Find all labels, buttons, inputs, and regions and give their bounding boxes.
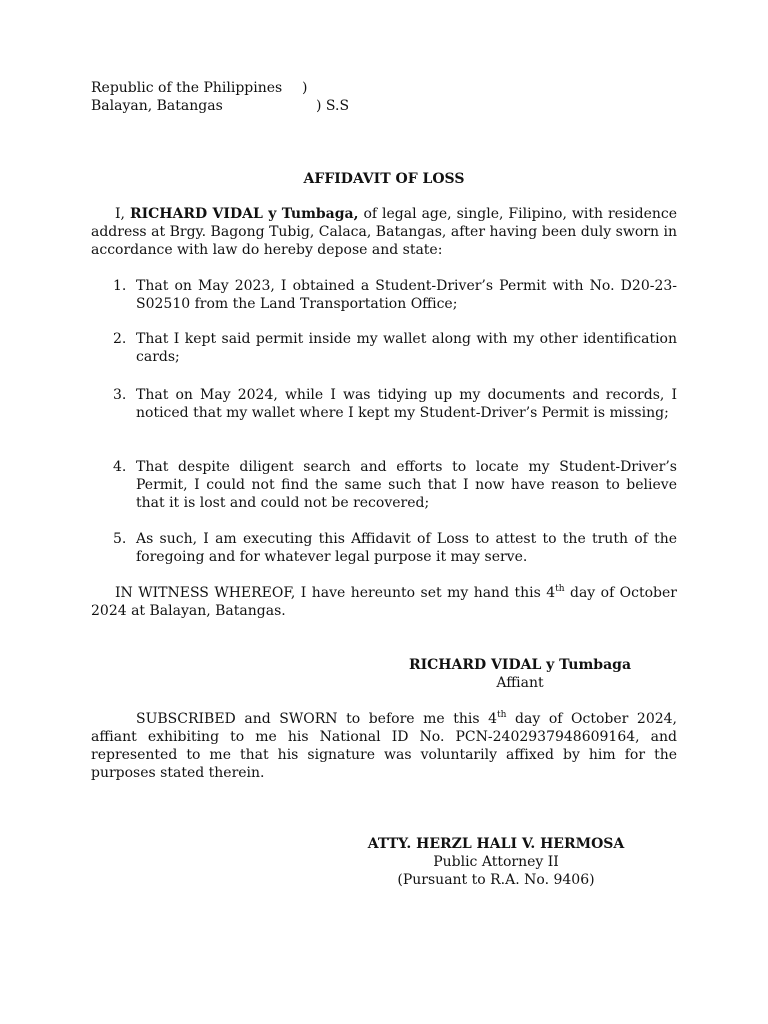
- item-text: As such, I am executing this Affidavit of Loss to attest to the truth of the foregoing and for whatever legal purpose it may serve.: [136, 531, 677, 565]
- document-title: AFFIDAVIT OF LOSS: [303, 171, 465, 187]
- item-text: That on May 2023, I obtained a Student-Driver’s Permit with No. D20-23-S02510 from the Land Transportation Office;: [136, 278, 677, 312]
- jurat-text-start: SUBSCRIBED and SWORN to before me this 4: [136, 711, 498, 727]
- affiant-name: RICHARD VIDAL y Tumbaga: [408, 657, 632, 673]
- item-number: 1.: [113, 278, 127, 294]
- attorney-authority: (Pursuant to R.A. No. 9406): [397, 872, 595, 888]
- venue-line-1: Republic of the Philippines: [91, 80, 283, 96]
- venue-line-2: Balayan, Batangas: [91, 98, 223, 114]
- venue-paren-2: ) S.S: [316, 98, 350, 114]
- item-number: 2.: [113, 331, 127, 347]
- affiant-name-inline: RICHARD VIDAL y Tumbaga,: [129, 206, 359, 222]
- intro-prefix: I,: [115, 206, 130, 222]
- attorney-title: Public Attorney II: [433, 854, 559, 870]
- item-number: 5.: [113, 531, 127, 547]
- affiant-label: Affiant: [496, 675, 544, 691]
- jurat-text-end: day of October 2024, affiant exhibiting to me his National ID No. PCN-2402937948609164, and represented to me that his signature was voluntarily affixed by him for the purposes stated therein.: [91, 711, 677, 781]
- intro-paragraph: [91, 205, 677, 259]
- item-text: That I kept said permit inside my wallet along with my other identification cards;: [136, 331, 677, 365]
- attorney-name: ATTY. HERZL HALI V. HERMOSA: [367, 836, 625, 852]
- item-text: That on May 2024, while I was tidying up my documents and records, I noticed that my wallet where I kept my Student-Driver’s Permit is missing;: [136, 387, 677, 421]
- intro-text: of legal age, single, Filipino, with residence address at Brgy. Bagong Tubig, Calaca, Batangas, after having been duly sworn in accordance with law do hereby depose and state:: [91, 206, 677, 258]
- witness-text-end: day of October 2024 at Balayan, Batangas.: [91, 585, 677, 619]
- item-number: 4.: [113, 459, 127, 475]
- witness-text-start: IN WITNESS WHEREOF, I have hereunto set my hand this 4: [115, 585, 556, 601]
- item-text: That despite diligent search and efforts to locate my Student-Driver’s Permit, I could not find the same such that I now have reason to believe that it is lost and could not be recovered;: [136, 459, 677, 511]
- witness-ordinal-suffix: th: [555, 584, 565, 594]
- jurat-paragraph: [91, 710, 677, 782]
- venue-paren-1: ): [302, 80, 308, 96]
- witness-paragraph: [91, 584, 677, 620]
- item-number: 3.: [113, 387, 127, 403]
- jurat-ordinal-suffix: th: [497, 710, 507, 720]
